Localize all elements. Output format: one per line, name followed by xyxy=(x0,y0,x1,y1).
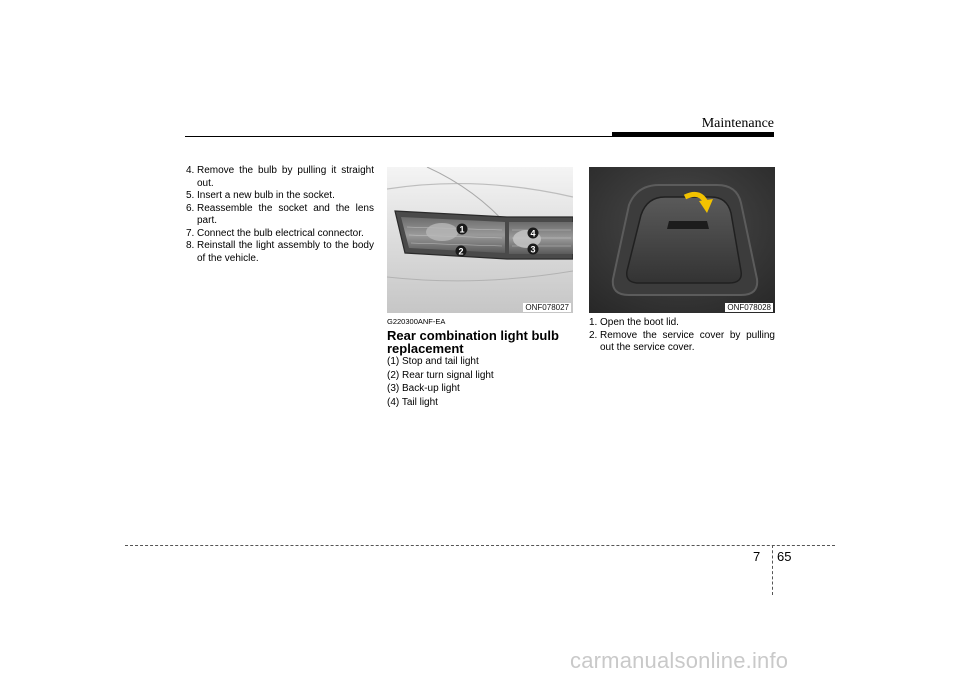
step-number: 1. xyxy=(589,317,598,328)
list-item xyxy=(589,317,775,330)
steps-list-right xyxy=(589,317,775,355)
section-title: Maintenance xyxy=(701,116,774,131)
list-item xyxy=(186,240,374,265)
step-text: Insert a new bulb in the socket. xyxy=(197,190,335,201)
chapter-number: 7 xyxy=(753,549,761,564)
list-item xyxy=(589,330,775,355)
step-text: Connect the bulb electrical connector. xyxy=(197,227,364,239)
step-number: 2. xyxy=(589,329,598,341)
section-code: G220300ANF-EA xyxy=(387,317,446,326)
step-number: 4. xyxy=(186,165,195,176)
callout-3-label: 3 xyxy=(530,244,536,255)
steps-list-left xyxy=(186,165,374,265)
rear-light-illustration xyxy=(387,167,573,313)
step-text: Reinstall the light assembly to the body of the vehicle. xyxy=(197,240,374,264)
callout-2-label: 2 xyxy=(458,246,464,257)
list-item: (1) Stop and tail light xyxy=(387,356,479,367)
footer-divider xyxy=(772,545,773,595)
callout-4-label: 4 xyxy=(530,228,536,239)
step-text: Reassemble the socket and the lens part. xyxy=(197,202,374,226)
page-number: 65 xyxy=(777,549,792,564)
service-cover-figure xyxy=(589,167,775,313)
step-number: 5. xyxy=(186,190,195,201)
watermark: carmanualsonline.info xyxy=(570,648,789,673)
step-number: 8. xyxy=(186,240,195,251)
service-cover-illustration xyxy=(589,167,775,313)
list-item: (2) Rear turn signal light xyxy=(387,369,494,381)
callout-1-label: 1 xyxy=(459,224,465,235)
section-heading: Rear combination light bulb replacement xyxy=(387,328,559,356)
step-number: 7. xyxy=(186,227,195,239)
list-item xyxy=(186,228,374,241)
list-item: (4) Tail light xyxy=(387,396,438,408)
figure-caption: ONF078028 xyxy=(727,303,771,312)
rear-light-figure xyxy=(387,167,573,313)
step-text: Remove the service cover by pulling out the service cover. xyxy=(600,329,775,353)
footer-rule xyxy=(125,545,835,546)
header-rule xyxy=(185,136,615,137)
list-item: (3) Back-up light xyxy=(387,383,460,394)
step-number: 6. xyxy=(186,202,195,214)
list-item xyxy=(186,165,374,190)
step-text: Open the boot lid. xyxy=(600,317,679,328)
list-item xyxy=(186,190,374,203)
header-rule-accent xyxy=(612,132,774,137)
parts-list xyxy=(387,355,494,409)
step-text: Remove the bulb by pulling it straight out. xyxy=(197,165,374,189)
list-item xyxy=(186,203,374,228)
figure-caption: ONF078027 xyxy=(525,303,569,312)
